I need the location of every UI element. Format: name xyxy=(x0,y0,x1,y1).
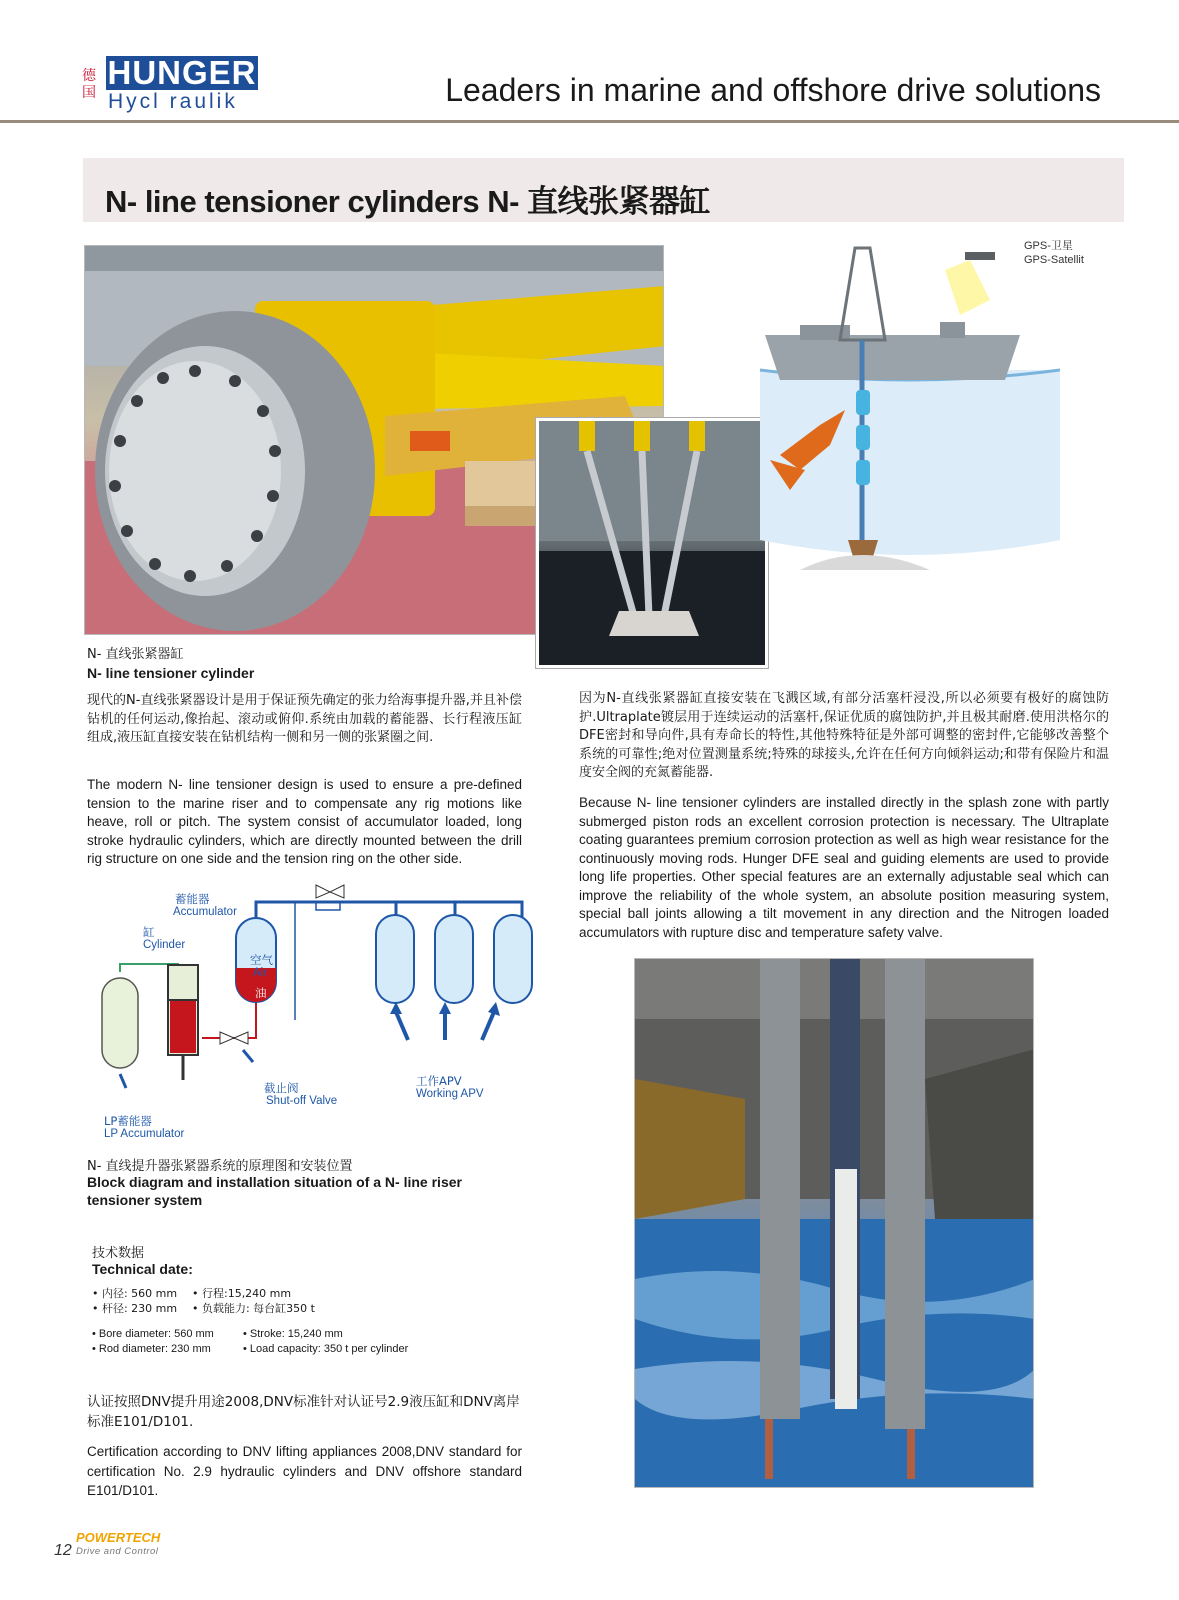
rig-schematic xyxy=(760,240,1060,590)
spec-load-cn: • 负载能力: 每台缸350 t xyxy=(192,1302,315,1315)
technical-data-heading-en: Technical date: xyxy=(92,1261,193,1277)
spec-bore-en: • Bore diameter: 560 mm xyxy=(92,1328,214,1340)
air-label-cn: 空气 xyxy=(250,953,273,967)
certification-paragraph-cn: 认证按照DNV提升用途2008,DNV标准针对认证号2.9液压缸和DNV离岸标准E101/D101. xyxy=(87,1394,520,1430)
spec-bore-cn: • 内径: 560 mm xyxy=(92,1287,178,1300)
splash-zone-photo xyxy=(536,418,768,668)
spec-rod-cn: • 杆径: 230 mm xyxy=(92,1302,178,1315)
intro-paragraph-cn: 现代的N-直线张紧器设计是用于保证预先确定的张力给海事提升器,并且补偿钻机的任何运动,像抬起、滚动或俯仰.系统由加载的蓄能器、长行程液压缸组成,液压缸直接安装在钻机结构一侧和另一侧的张紧圈之间. xyxy=(87,693,522,745)
valve-label-cn: 截止阀 xyxy=(264,1081,299,1095)
lp-accumulator-label-cn: LP蓄能器 xyxy=(104,1114,152,1128)
apv-label-en: Working APV xyxy=(416,1088,484,1100)
gps-label-cn: GPS-卫星 xyxy=(1024,240,1073,252)
footer-subtitle: Drive and Control xyxy=(76,1546,159,1557)
spec-load-en: • Load capacity: 350 t per cylinder xyxy=(243,1343,409,1355)
spec-stroke-cn: • 行程:15,240 mm xyxy=(192,1287,292,1300)
spec-stroke-en: • Stroke: 15,240 mm xyxy=(243,1328,343,1340)
page-title: N- line tensioner cylinders N- 直线张紧器缸 xyxy=(105,184,711,219)
lp-accumulator-label-en: LP Accumulator xyxy=(104,1128,185,1140)
spec-rod-en: • Rod diameter: 230 mm xyxy=(92,1343,211,1355)
cylinder-label-cn: 缸 xyxy=(143,925,155,939)
diagram-caption-cn: N- 直线提升器张紧器系统的原理图和安装位置 xyxy=(87,1159,353,1174)
oil-label-cn: 油 xyxy=(255,986,267,1000)
figure1-caption-cn: N- 直线张紧器缸 xyxy=(87,647,184,662)
corrosion-paragraph-en: Because N- line tensioner cylinders are installed directly in the splash zone with partly submerged piston rods an excellent corrosion protection is necessary. The Ultraplate coating guarantees premium corrosion protection as well as high wear resistance for the continuously moving rods. Hunger DFE seal and guiding elements are used to provide long life properties. Other special features are an externally adjustable seal which can improve the reliability of the whole system, an absolute position measuring system, special ball joints allowing a tilt movement in any direction and the Nitrogen loaded accumulators with rupture disc and temperature safety valve. xyxy=(579,795,1109,940)
accumulator-label-cn: 蓄能器 xyxy=(175,892,210,906)
valve-label-en: Shut-off Valve xyxy=(266,1095,338,1107)
intro-paragraph-en: The modern N- line tensioner design is used to ensure a pre-defined tension to the marine riser and to compensate any rig motions like heave, roll or pitch. The system consist of accumulator loaded, long stroke hydraulic cylinders, which are directly mounted between the drill rig structure on one side and the tension ring on the other side. xyxy=(87,777,522,866)
header-divider xyxy=(0,120,1179,123)
diagram-caption-en: Block diagram and installation situation of a N- line riser tensioner system xyxy=(87,1174,462,1208)
certification-paragraph-en: Certification according to DNV lifting appliances 2008,DNV standard for certification No. 2.9 hydraulic cylinders and DNV offshore standard E101/D101. xyxy=(87,1444,522,1498)
accumulator-label-en: Accumulator xyxy=(173,906,237,918)
page-number: 12 xyxy=(54,1542,72,1559)
page-tagline: Leaders in marine and offshore drive solutions xyxy=(445,72,1101,108)
technical-data-heading-cn: 技术数据 xyxy=(92,1246,145,1261)
corrosion-paragraph-cn: 因为N-直线张紧器缸直接安装在飞溅区域,有部分活塞杆浸没,所以必须要有极好的腐蚀防护.Ultraplate镀层用于连续运动的活塞杆,保证优质的腐蚀防护,并且极其耐磨.使用洪格尔的DFE密封和导向件,具有寿命长的特性,其他特殊特征是外部可调整的密封件,它能够改善整个系统的可靠性;绝对位置测量系统;特殊的球接头,允许在任何方向倾斜运动;和带有保险片和温度安全阀的充氮蓄能器. xyxy=(579,691,1109,780)
logo-country-label: 德国 xyxy=(82,68,96,101)
riser-tensioner-photo xyxy=(634,958,1034,1488)
gps-label-en: GPS-Satellit xyxy=(1024,254,1084,266)
hunger-logo-subtitle: Hycl raulik xyxy=(108,90,238,113)
hunger-logo: HUNGER xyxy=(107,54,257,91)
apv-label-cn: 工作APV xyxy=(416,1074,462,1088)
footer-brand: POWERTECH xyxy=(76,1530,161,1545)
air-label-en: Air xyxy=(253,967,268,979)
figure1-caption-en: N- line tensioner cylinder xyxy=(87,665,255,681)
cylinder-label-en: Cylinder xyxy=(143,939,186,951)
